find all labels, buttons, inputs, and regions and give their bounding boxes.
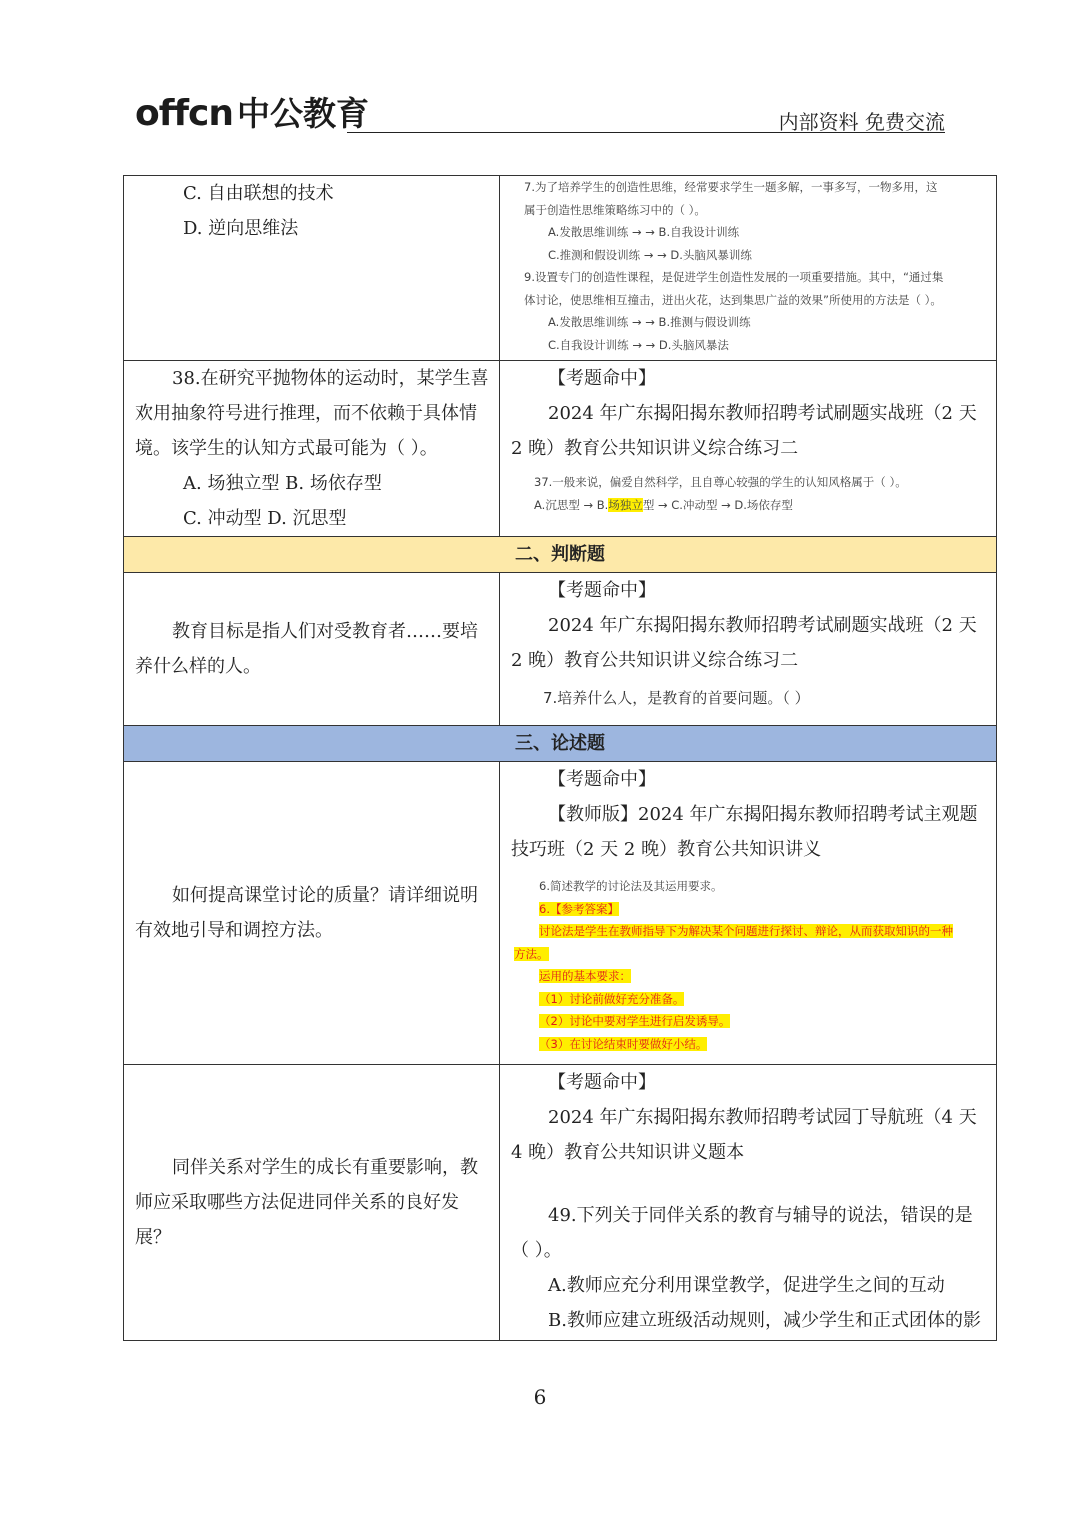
source-title: 2024 年广东揭阳揭东教师招聘考试刷题实战班（2 天 2 晚）教育公共知识讲义综合练习二 <box>511 615 977 671</box>
screenshot-line: 属于创造性思维策略练习中的（ ）。 <box>524 202 706 217</box>
source-cell <box>500 762 997 1065</box>
question-cell <box>124 176 500 361</box>
screenshot-line: A.发散思维训练 → → B.推测与假设训练 <box>548 315 751 329</box>
answer-line: （2）讨论中要对学生进行启发诱导。 <box>539 1014 731 1028</box>
screenshot-text: A.沉思型 → B. <box>534 497 609 512</box>
question-text: 如何提高课堂讨论的质量？请详细说明有效地引导和调控方法。 <box>135 885 478 941</box>
screenshot-line: C.推测和假设训练 → → D.头脑风暴训练 <box>548 247 752 262</box>
header-right-text: 内部资料 免费交流 <box>778 110 945 134</box>
question-text: 教育目标是指人们对受教育者……要培养什么样的人。 <box>135 621 478 677</box>
screenshot-text: 型 → C.冲动型 → D.场依存型 <box>642 497 793 512</box>
hit-tag: 【考题命中】 <box>548 1072 656 1093</box>
section-title-judgement: 二、判断题 <box>124 537 997 573</box>
source-title: 2024 年广东揭阳揭东教师招聘考试园丁导航班（4 天 4 晚）教育公共知识讲义题本 <box>511 1107 977 1163</box>
answer-heading: 6.【参考答案】 <box>539 901 619 916</box>
answer-line: 讨论法是学生在教师指导下为解决某个问题进行探讨、辩论，从而获取知识的一种 <box>539 924 953 938</box>
hit-tag: 【考题命中】 <box>548 368 656 389</box>
source-title: 2024 年广东揭阳揭东教师招聘考试刷题实战班（2 天 2 晚）教育公共知识讲义综合练习二 <box>511 403 977 459</box>
source-cell <box>500 361 997 537</box>
screenshot-line: 7.培养什么人，是教育的首要问题。（ ） <box>543 689 810 707</box>
hit-tag: 【考题命中】 <box>548 769 656 790</box>
source-cell <box>500 573 997 726</box>
screenshot-line: C.自我设计训练 → → D.头脑风暴法 <box>548 337 729 352</box>
table-row <box>124 573 997 726</box>
answer-line: （1）讨论前做好充分准备。 <box>539 991 685 1006</box>
question-cell <box>124 762 500 1065</box>
table-row <box>124 1065 997 1341</box>
question-cell <box>124 361 500 537</box>
section-title-essay: 三、论述题 <box>124 726 997 762</box>
page-number: 6 <box>533 1385 547 1409</box>
screenshot-line: 体讨论，使思维相互撞击，迸出火花，达到集思广益的效果”所使用的方法是（ ）。 <box>524 292 942 307</box>
question-table <box>123 175 997 1341</box>
hit-tag: 【考题命中】 <box>548 580 656 601</box>
highlighted-answer: 场独立 <box>608 497 643 512</box>
option-c: C. 自由联想的技术 <box>183 183 334 204</box>
section-row <box>124 726 997 762</box>
source-title: 【教师版】2024 年广东揭阳揭东教师招聘考试主观题技巧班（2 天 2 晚）教育公共知识讲义 <box>511 804 978 860</box>
answer-line: 方法。 <box>514 946 549 961</box>
table-row <box>124 176 997 361</box>
screenshot-line: 37.一般来说，偏爱自然科学，且自尊心较强的学生的认知风格属于（ ）。 <box>534 475 907 489</box>
question-text: 38.在研究平抛物体的运动时，某学生喜欢用抽象符号进行推理，而不依赖于具体情境。该学生的认知方式最可能为（ ）。 <box>135 368 489 459</box>
table-row <box>124 361 997 537</box>
question-text: 同伴关系对学生的成长有重要影响，教师应采取哪些方法促进同伴关系的良好发展？ <box>135 1157 478 1248</box>
question-cell <box>124 1065 500 1341</box>
screenshot-line: 6.简述教学的讨论法及其运用要求。 <box>539 879 723 893</box>
option-b: B.教师应建立班级活动规则，减少学生和正式团体的影 <box>548 1310 981 1331</box>
screenshot-line: 7.为了培养学生的创造性思维，经常要求学生一题多解，一事多写，一物多用，这 <box>524 180 938 194</box>
page-header <box>135 88 945 136</box>
section-row <box>124 537 997 573</box>
offcn-logo <box>135 88 369 134</box>
answer-line: 运用的基本要求： <box>539 969 631 983</box>
question-cell <box>124 573 500 726</box>
logo-latin-text: offcn <box>135 93 234 134</box>
screenshot-line <box>534 494 982 517</box>
table-row <box>124 762 997 1065</box>
screenshot-line: A.发散思维训练 → → B.自我设计训练 <box>548 225 740 239</box>
source-screenshot-cell <box>500 176 997 361</box>
option-a: A.教师应充分利用课堂教学，促进学生之间的互动 <box>548 1275 945 1296</box>
option-d: D. 逆向思维法 <box>183 218 299 239</box>
question-49: 49.下列关于同伴关系的教育与辅导的说法，错误的是（ ）。 <box>511 1205 973 1261</box>
screenshot-line: 9.设置专门的创造性课程，是促进学生创造性发展的一项重要措施。其中，“通过集 <box>524 270 944 284</box>
options-cd: C. 冲动型 D. 沉思型 <box>183 508 347 529</box>
logo-chinese-text: 中公教育 <box>237 94 370 133</box>
answer-line: （3）在讨论结束时要做好小结。 <box>539 1036 708 1051</box>
source-cell <box>500 1065 997 1341</box>
options-ab: A. 场独立型 B. 场依存型 <box>183 473 382 494</box>
